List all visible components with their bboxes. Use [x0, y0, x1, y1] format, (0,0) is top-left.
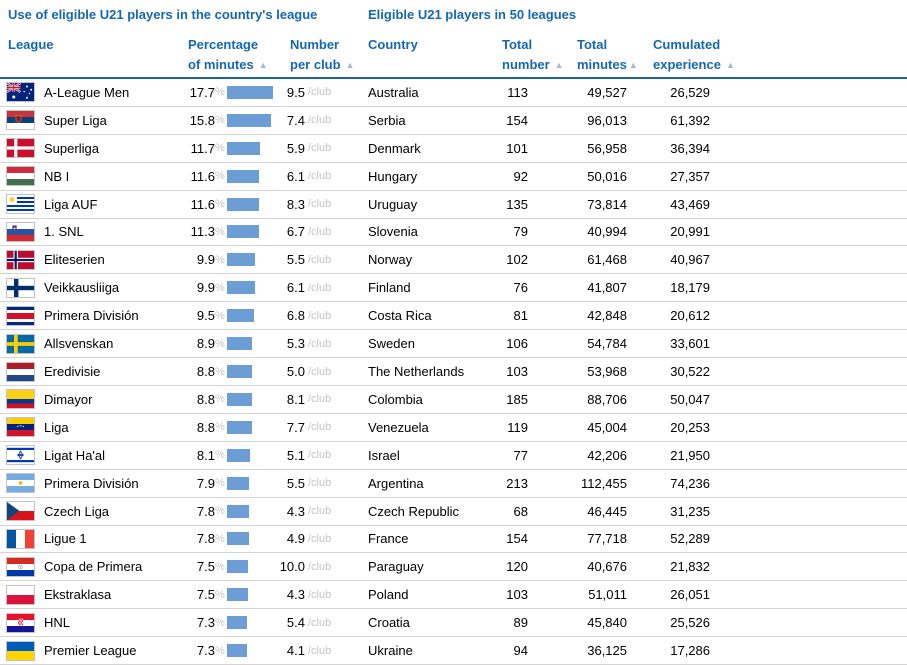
country-name: Venezuela — [368, 419, 429, 435]
flag-icon-finland — [7, 279, 34, 297]
per-club-unit-label: /club — [308, 114, 332, 127]
total-minutes-value: 77,718 — [587, 531, 627, 547]
total-minutes-value: 54,784 — [587, 336, 627, 352]
league-name: Ekstraklasa — [44, 587, 112, 603]
country-name: Croatia — [368, 615, 410, 631]
percentage-bar — [227, 477, 249, 490]
total-number-value: 154 — [506, 531, 528, 547]
flag-icon-poland — [7, 586, 34, 604]
table-row — [0, 274, 907, 302]
per-club-unit-label: /club — [308, 616, 332, 629]
total-number-value: 89 — [513, 615, 528, 631]
flag-icon-croatia — [7, 614, 34, 632]
total-number-value: 135 — [506, 196, 528, 212]
percentage-of-minutes-value: 11.3 — [190, 224, 215, 240]
cumulated-experience-value: 33,601 — [670, 336, 710, 352]
percentage-of-minutes-value: 7.8 — [196, 531, 215, 547]
number-per-club-value: 5.4 — [286, 615, 305, 631]
table-row — [0, 191, 907, 219]
percent-unit-label: % — [215, 86, 225, 99]
percentage-of-minutes-value: 11.6 — [190, 196, 215, 212]
league-name: Liga — [44, 419, 69, 435]
sort-asc-icon[interactable]: ▲ — [628, 60, 638, 70]
right-table-title: Eligible U21 players in 50 leagues — [368, 7, 577, 22]
flag-icon-venezuela — [7, 418, 34, 436]
percentage-of-minutes-value: 7.3 — [196, 643, 215, 659]
total-number-value: 102 — [506, 252, 528, 268]
total-number-value: 185 — [506, 391, 528, 407]
country-name: Slovenia — [368, 224, 418, 240]
number-per-club-value: 5.5 — [286, 252, 305, 268]
column-header-cumulated-experience[interactable]: Cumulated experience ▲ — [653, 37, 735, 72]
league-name: Copa de Primera — [44, 559, 143, 575]
table-row — [0, 414, 907, 442]
total-number-value: 103 — [506, 587, 528, 603]
league-name: Veikkausliiga — [44, 280, 120, 296]
number-per-club-value: 8.1 — [286, 391, 305, 407]
table-row — [0, 330, 907, 358]
percent-unit-label: % — [215, 505, 225, 518]
percentage-bar — [227, 337, 252, 350]
number-per-club-value: 5.5 — [286, 475, 305, 491]
total-minutes-value: 112,455 — [580, 475, 627, 491]
total-number-value: 113 — [507, 84, 528, 100]
total-number-value: 94 — [513, 643, 528, 659]
percent-unit-label: % — [215, 225, 225, 238]
country-name: France — [368, 531, 409, 547]
flag-icon-hungary — [7, 167, 34, 185]
league-name: Eliteserien — [44, 252, 105, 268]
total-minutes-value: 50,016 — [587, 168, 627, 184]
total-minutes-value: 40,994 — [587, 224, 627, 240]
country-name: Sweden — [368, 336, 415, 352]
percent-unit-label: % — [215, 142, 225, 155]
table-row — [0, 609, 907, 637]
country-name: Ukraine — [368, 643, 413, 659]
flag-icon-norway — [7, 251, 34, 269]
percent-unit-label: % — [215, 198, 225, 211]
cumulated-experience-value: 43,469 — [670, 196, 710, 212]
percent-unit-label: % — [215, 532, 225, 545]
total-number-value: 79 — [513, 224, 528, 240]
number-per-club-value: 8.3 — [286, 196, 305, 212]
percentage-of-minutes-value: 9.9 — [196, 280, 215, 296]
percent-unit-label: % — [215, 644, 225, 657]
total-minutes-value: 45,004 — [587, 419, 627, 435]
table-row — [0, 470, 907, 498]
percentage-bar — [227, 114, 272, 127]
total-minutes-value: 42,206 — [587, 447, 627, 463]
percentage-of-minutes-value: 8.9 — [196, 336, 215, 352]
percentage-bar — [227, 505, 249, 518]
cumulated-experience-value: 20,612 — [670, 308, 710, 324]
percentage-bar — [227, 170, 260, 183]
cumulated-experience-value: 40,967 — [670, 252, 710, 268]
number-per-club-value: 4.3 — [286, 587, 305, 603]
per-club-unit-label: /club — [308, 449, 332, 462]
percentage-of-minutes-value: 8.8 — [196, 391, 215, 407]
percentage-of-minutes-value: 7.9 — [196, 475, 215, 491]
country-name: Norway — [368, 252, 413, 268]
flag-icon-israel — [7, 446, 34, 464]
percent-unit-label: % — [215, 560, 225, 573]
total-number-value: 103 — [506, 364, 528, 380]
per-club-unit-label: /club — [308, 281, 332, 294]
league-name: 1. SNL — [44, 224, 84, 240]
league-name: Primera División — [44, 475, 139, 491]
percentage-bar — [227, 225, 259, 238]
number-per-club-value: 6.1 — [286, 168, 305, 184]
percentage-bar — [227, 588, 248, 601]
league-name: A-League Men — [44, 84, 130, 100]
cumulated-experience-value: 17,286 — [670, 643, 710, 659]
per-club-unit-label: /club — [308, 421, 332, 434]
league-name: Superliga — [44, 140, 99, 156]
per-club-unit-label: /club — [308, 225, 332, 238]
total-number-value: 213 — [506, 475, 528, 491]
number-per-club-value: 6.7 — [286, 224, 305, 240]
percent-unit-label: % — [215, 253, 225, 266]
percentage-of-minutes-value: 7.3 — [196, 615, 215, 631]
table-row — [0, 163, 907, 191]
percentage-of-minutes-value: 8.8 — [196, 364, 215, 380]
league-name: Ligat Ha'al — [44, 447, 106, 463]
column-header-number-per-club[interactable]: Number per club ▲ — [290, 37, 355, 72]
per-club-unit-label: /club — [308, 560, 332, 573]
flag-icon-paraguay — [7, 558, 34, 576]
total-number-value: 106 — [506, 336, 528, 352]
league-name: Premier League — [44, 643, 137, 659]
total-minutes-value: 73,814 — [587, 196, 627, 212]
percentage-of-minutes-value: 8.1 — [196, 447, 215, 463]
percentage-bar — [227, 309, 254, 322]
sort-asc-icon[interactable]: ▲ — [258, 60, 268, 70]
per-club-unit-label: /club — [308, 505, 332, 518]
total-minutes-value: 53,968 — [587, 364, 627, 380]
total-minutes-value: 41,807 — [587, 280, 627, 296]
country-name: Czech Republic — [368, 503, 460, 519]
per-club-unit-label: /club — [308, 365, 332, 378]
per-club-unit-label: /club — [308, 588, 332, 601]
cumulated-experience-value: 26,529 — [670, 84, 710, 100]
league-name: Primera División — [44, 308, 139, 324]
total-number-value: 77 — [513, 447, 528, 463]
table-row — [0, 219, 907, 247]
cumulated-experience-value: 50,047 — [670, 391, 710, 407]
league-name: Ligue 1 — [44, 531, 87, 547]
percentage-of-minutes-value: 9.9 — [196, 252, 215, 268]
total-number-value: 76 — [513, 280, 528, 296]
league-name: Dimayor — [44, 391, 93, 407]
percentage-bar — [227, 449, 250, 462]
percent-unit-label: % — [215, 477, 225, 490]
table-row — [0, 526, 907, 554]
number-per-club-value: 5.3 — [286, 336, 305, 352]
flag-icon-colombia — [7, 390, 34, 408]
sort-asc-icon[interactable]: ▲ — [554, 60, 564, 70]
country-name: Costa Rica — [368, 308, 432, 324]
table-row — [0, 581, 907, 609]
country-name: Serbia — [368, 112, 406, 128]
cumulated-experience-value: 27,357 — [670, 168, 710, 184]
per-club-unit-label: /club — [308, 477, 332, 490]
column-header-total-number[interactable]: Total number ▲ — [502, 37, 564, 72]
flag-icon-argentina — [7, 474, 34, 492]
country-name: Israel — [368, 447, 400, 463]
percent-unit-label: % — [215, 393, 225, 406]
percentage-bar — [227, 644, 248, 657]
country-name: The Netherlands — [368, 364, 465, 380]
number-per-club-value: 4.3 — [286, 503, 305, 519]
country-name: Australia — [368, 84, 419, 100]
percentage-bar — [227, 365, 252, 378]
country-name: Finland — [368, 280, 411, 296]
cumulated-experience-value: 25,526 — [670, 615, 710, 631]
per-club-unit-label: /club — [308, 170, 332, 183]
number-per-club-value: 5.9 — [286, 140, 305, 156]
league-name: Liga AUF — [44, 196, 98, 212]
number-per-club-value: 4.9 — [286, 531, 305, 547]
percent-unit-label: % — [215, 365, 225, 378]
number-per-club-value: 10.0 — [279, 559, 305, 575]
percentage-bar — [227, 281, 255, 294]
table-row — [0, 246, 907, 274]
number-per-club-value: 5.1 — [286, 447, 305, 463]
cumulated-experience-value: 20,253 — [670, 419, 710, 435]
per-club-unit-label: /club — [308, 198, 332, 211]
column-header-percentage-of-minutes[interactable]: Percentage of minutes ▲ — [188, 37, 268, 72]
flag-icon-serbia — [7, 111, 34, 129]
per-club-unit-label: /club — [308, 309, 332, 322]
number-per-club-value: 6.1 — [286, 280, 305, 296]
percent-unit-label: % — [215, 616, 225, 629]
per-club-unit-label: /club — [308, 142, 332, 155]
league-name: Super Liga — [44, 112, 107, 128]
total-minutes-value: 40,676 — [587, 559, 627, 575]
percentage-of-minutes-value: 8.8 — [196, 419, 215, 435]
percentage-bar — [227, 86, 273, 99]
cumulated-experience-value: 20,991 — [670, 224, 710, 240]
table-row — [0, 79, 907, 107]
percentage-of-minutes-value: 17.7 — [189, 84, 215, 100]
table-row — [0, 135, 907, 163]
percent-unit-label: % — [215, 170, 225, 183]
flag-icon-ukraine — [7, 642, 34, 660]
total-number-value: 81 — [513, 308, 528, 324]
percentage-of-minutes-value: 11.6 — [190, 168, 215, 184]
flag-icon-costa-rica — [7, 307, 34, 325]
country-name: Colombia — [368, 391, 423, 407]
percent-unit-label: % — [215, 281, 225, 294]
total-minutes-value: 49,527 — [587, 84, 627, 100]
league-name: Czech Liga — [44, 503, 110, 519]
percent-unit-label: % — [215, 421, 225, 434]
percentage-of-minutes-value: 7.8 — [196, 503, 215, 519]
cumulated-experience-value: 26,051 — [670, 587, 710, 603]
cumulated-experience-value: 36,394 — [670, 140, 710, 156]
cumulated-experience-value: 21,832 — [670, 559, 710, 575]
country-name: Argentina — [368, 475, 424, 491]
percentage-of-minutes-value: 9.5 — [196, 308, 215, 324]
percentage-bar — [227, 421, 252, 434]
percent-unit-label: % — [215, 309, 225, 322]
country-name: Denmark — [368, 140, 421, 156]
flag-icon-sweden — [7, 335, 34, 353]
total-number-value: 101 — [506, 140, 528, 156]
country-name: Uruguay — [368, 196, 418, 212]
total-minutes-value: 96,013 — [587, 112, 627, 128]
table-row — [0, 107, 907, 135]
league-name: Eredivisie — [44, 364, 101, 380]
total-minutes-value: 61,468 — [587, 252, 627, 268]
table-row — [0, 302, 907, 330]
table-body — [0, 77, 907, 665]
column-header-country[interactable]: Country — [368, 37, 418, 52]
per-club-unit-label: /club — [308, 253, 332, 266]
table-row — [0, 358, 907, 386]
percentage-of-minutes-value: 7.5 — [196, 559, 215, 575]
percentage-of-minutes-value: 11.7 — [190, 140, 215, 156]
total-minutes-value: 51,011 — [588, 587, 627, 603]
percentage-bar — [227, 142, 260, 155]
cumulated-experience-value: 18,179 — [670, 280, 710, 296]
country-name: Paraguay — [368, 559, 424, 575]
cumulated-experience-value: 52,289 — [670, 531, 710, 547]
percent-unit-label: % — [215, 114, 225, 127]
table-row — [0, 386, 907, 414]
number-per-club-value: 4.1 — [286, 643, 305, 659]
total-number-value: 119 — [507, 419, 528, 435]
total-minutes-value: 88,706 — [587, 391, 627, 407]
percent-unit-label: % — [215, 449, 225, 462]
column-header-league[interactable]: League — [8, 37, 54, 52]
column-header-total-minutes[interactable]: Total minutes ▲ — [577, 37, 638, 72]
flag-icon-slovenia — [7, 223, 34, 241]
number-per-club-value: 6.8 — [286, 308, 305, 324]
league-name: HNL — [44, 615, 71, 631]
league-name: NB I — [44, 168, 70, 184]
total-minutes-value: 42,848 — [587, 308, 627, 324]
cumulated-experience-value: 30,522 — [670, 364, 710, 380]
table-row — [0, 553, 907, 581]
percentage-bar — [227, 560, 248, 573]
cumulated-experience-value: 74,236 — [670, 475, 710, 491]
flag-icon-france — [7, 530, 34, 548]
number-per-club-value: 9.5 — [286, 84, 305, 100]
number-per-club-value: 5.0 — [286, 364, 305, 380]
percentage-of-minutes-value: 7.5 — [196, 587, 215, 603]
per-club-unit-label: /club — [308, 644, 332, 657]
per-club-unit-label: /club — [308, 86, 332, 99]
total-minutes-value: 56,958 — [587, 140, 627, 156]
total-number-value: 154 — [506, 112, 528, 128]
total-minutes-value: 46,445 — [587, 503, 627, 519]
country-name: Poland — [368, 587, 409, 603]
cumulated-experience-value: 21,950 — [670, 447, 710, 463]
cumulated-experience-value: 61,392 — [670, 112, 710, 128]
total-number-value: 68 — [513, 503, 528, 519]
flag-icon-netherlands — [7, 363, 34, 381]
table-row — [0, 442, 907, 470]
per-club-unit-label: /club — [308, 393, 332, 406]
percent-unit-label: % — [215, 588, 225, 601]
number-per-club-value: 7.4 — [286, 112, 305, 128]
total-minutes-value: 36,125 — [587, 643, 627, 659]
left-table-title: Use of eligible U21 players in the country's league — [8, 7, 318, 22]
percentage-bar — [227, 616, 248, 629]
total-minutes-value: 45,840 — [587, 615, 627, 631]
sort-asc-icon[interactable]: ▲ — [345, 60, 355, 70]
percentage-of-minutes-value: 15.8 — [189, 112, 215, 128]
league-name: Allsvenskan — [44, 336, 114, 352]
flag-icon-denmark — [7, 139, 34, 157]
flag-icon-uruguay — [7, 195, 34, 213]
percentage-bar — [227, 253, 255, 266]
percent-unit-label: % — [215, 337, 225, 350]
table-row — [0, 637, 907, 665]
percentage-bar — [227, 198, 260, 211]
country-name: Hungary — [368, 168, 418, 184]
percentage-bar — [227, 532, 249, 545]
flag-icon-czech-republic — [7, 502, 34, 520]
total-number-value: 92 — [513, 168, 528, 184]
per-club-unit-label: /club — [308, 532, 332, 545]
total-number-value: 120 — [506, 559, 528, 575]
percentage-bar — [227, 393, 252, 406]
number-per-club-value: 7.7 — [286, 419, 305, 435]
cumulated-experience-value: 31,235 — [670, 503, 710, 519]
per-club-unit-label: /club — [308, 337, 332, 350]
flag-icon-australia — [7, 83, 34, 101]
table-row — [0, 498, 907, 526]
sort-asc-icon[interactable]: ▲ — [725, 60, 735, 70]
